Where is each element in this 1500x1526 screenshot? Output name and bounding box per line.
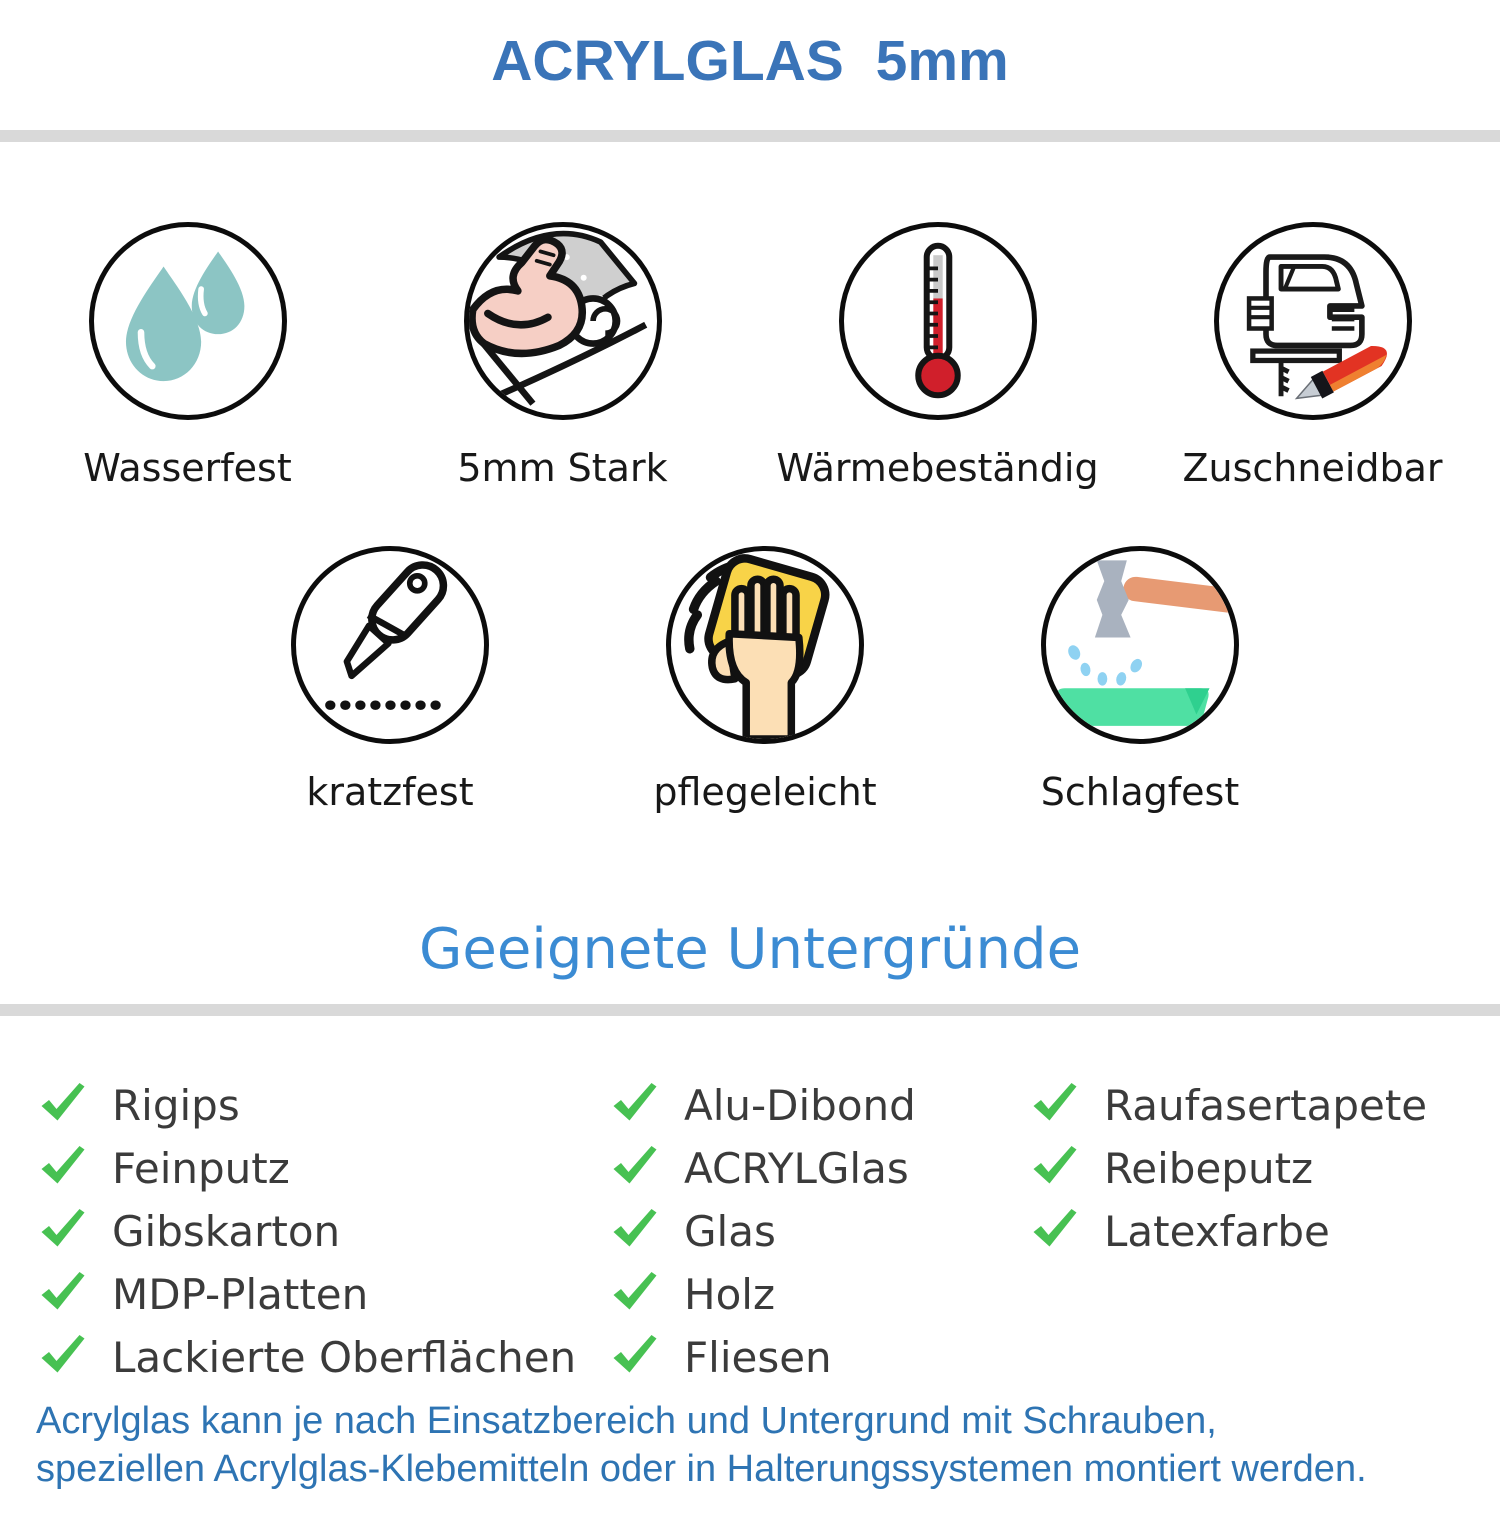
page-title: ACRYLGLAS 5mm xyxy=(491,29,1009,93)
check-icon xyxy=(1030,1207,1080,1257)
feature-label: Schlagfest xyxy=(1040,770,1240,814)
check-icon xyxy=(610,1081,660,1131)
substrate-item xyxy=(610,1326,1030,1389)
mounting-note-line-2: speziellen Acrylglas-Klebemitteln oder in Halterungssystemen montiert werden. xyxy=(36,1448,1367,1490)
mid-divider xyxy=(0,1004,1500,1016)
substrate-item xyxy=(1030,1200,1500,1263)
feature-wasserfest xyxy=(0,222,375,492)
substrates-list xyxy=(0,1074,1500,1389)
check-icon xyxy=(38,1081,88,1131)
feature-schlagfest xyxy=(953,546,1328,816)
mounting-note-line-1: Acrylglas kann je nach Einsatzbereich und Untergrund mit Schrauben, xyxy=(36,1400,1217,1442)
check-icon xyxy=(610,1333,660,1383)
substrate-label: Glas xyxy=(684,1207,776,1256)
substrate-item xyxy=(38,1137,610,1200)
substrate-label: MDP-Platten xyxy=(112,1270,369,1319)
substrate-item xyxy=(38,1263,610,1326)
substrate-item xyxy=(1030,1137,1500,1200)
substrate-label: Rigips xyxy=(112,1081,240,1130)
feature-label: 5mm Stark xyxy=(457,446,668,490)
substrate-item xyxy=(610,1074,1030,1137)
substrate-label: Raufasertapete xyxy=(1104,1081,1428,1130)
substrate-label: ACRYLGlas xyxy=(684,1144,909,1193)
substrate-label: Lackierte Oberflächen xyxy=(112,1333,577,1382)
check-icon xyxy=(1030,1081,1080,1131)
check-icon xyxy=(38,1207,88,1257)
feature-5mm-stark xyxy=(375,222,750,492)
substrate-label: Gibskarton xyxy=(112,1207,341,1256)
check-icon xyxy=(38,1333,88,1383)
feature-pflegeleicht xyxy=(578,546,953,816)
substrate-item xyxy=(610,1200,1030,1263)
feature-zuschneidbar xyxy=(1125,222,1500,492)
substrates-column-1 xyxy=(38,1074,610,1389)
substrate-label: Feinputz xyxy=(112,1144,290,1193)
utility-knife-icon xyxy=(291,546,489,744)
check-icon xyxy=(610,1270,660,1320)
feature-label: pflegeleicht xyxy=(653,770,877,814)
check-icon xyxy=(610,1144,660,1194)
feature-label: Wasserfest xyxy=(83,446,292,490)
feature-row-2 xyxy=(0,546,1500,816)
jigsaw-icon xyxy=(1214,222,1412,420)
cleaning-hand-icon xyxy=(666,546,864,744)
substrate-label: Latexfarbe xyxy=(1104,1207,1330,1256)
check-icon xyxy=(610,1207,660,1257)
feature-label: Wärmebeständig xyxy=(776,446,1099,490)
check-icon xyxy=(38,1144,88,1194)
mounting-note xyxy=(36,1397,1500,1493)
top-divider xyxy=(0,130,1500,142)
feature-label: kratzfest xyxy=(306,770,474,814)
feature-kratzfest xyxy=(203,546,578,816)
substrate-label: Holz xyxy=(684,1270,775,1319)
check-icon xyxy=(1030,1144,1080,1194)
feature-waermebestaendig xyxy=(750,222,1125,492)
substrate-label: Reibeputz xyxy=(1104,1144,1314,1193)
substrates-column-2 xyxy=(610,1074,1030,1389)
feature-row-1 xyxy=(0,222,1500,492)
section-heading: Geeignete Untergründe xyxy=(418,917,1082,982)
water-drops-icon xyxy=(89,222,287,420)
check-icon xyxy=(38,1270,88,1320)
substrate-item xyxy=(38,1326,610,1389)
substrate-label: Fliesen xyxy=(684,1333,832,1382)
substrate-label: Alu-Dibond xyxy=(684,1081,916,1130)
muscle-arm-icon xyxy=(464,222,662,420)
feature-label: Zuschneidbar xyxy=(1182,446,1443,490)
substrate-item xyxy=(610,1137,1030,1200)
substrate-item xyxy=(38,1074,610,1137)
substrate-item xyxy=(1030,1074,1500,1137)
thermometer-icon xyxy=(839,222,1037,420)
substrate-item xyxy=(610,1263,1030,1326)
hammer-icon xyxy=(1041,546,1239,744)
substrates-column-3 xyxy=(1030,1074,1500,1389)
substrate-item xyxy=(38,1200,610,1263)
